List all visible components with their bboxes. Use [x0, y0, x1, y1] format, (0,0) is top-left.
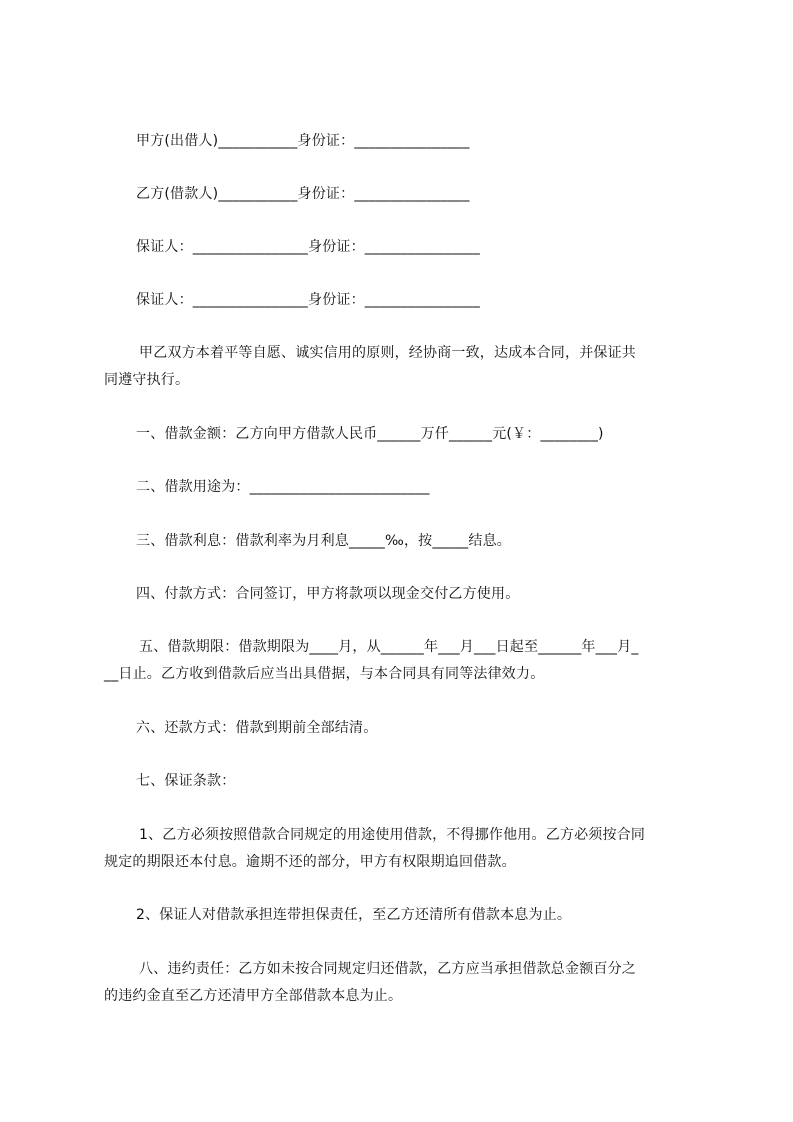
party-borrower-line: 乙方(借款人)___________身份证：________________: [136, 186, 470, 202]
clause-loan-purpose: 二、借款用途为：_________________________: [136, 479, 430, 495]
guarantee-item-2: 2、保证人对借款承担连带担保责任，至乙方还清所有借款本息为止。: [136, 907, 572, 923]
preamble-line-1: 甲乙双方本着平等自愿、诚实信用的原则，经协商一致，达成本合同，并保证共: [139, 345, 636, 361]
guarantee-item-1-line-2: 规定的期限还本付息。逾期不还的部分，甲方有权限期追回借款。: [104, 854, 516, 870]
clause-loan-amount: 一、借款金额：乙方向甲方借款人民币______万仟______元(￥：________): [136, 426, 604, 442]
guarantor-line-1: 保证人：________________身份证：________________: [136, 239, 480, 255]
clause-breach-line-2: 的违约金直至乙方还清甲方全部借款本息为止。: [104, 988, 403, 1004]
clause-term-line-1: 五、借款期限：借款期限为____月，从______年___月___日起至______年___月_: [139, 639, 639, 655]
clause-guarantee-title: 七、保证条款：: [136, 773, 236, 789]
clause-breach-line-1: 八、违约责任：乙方如未按合同规定归还借款，乙方应当承担借款总金额百分之: [139, 961, 636, 977]
clause-repayment: 六、还款方式：借款到期前全部结清。: [136, 720, 378, 736]
clause-term-line-2: __日止。乙方收到借款后应当出具借据，与本合同具有同等法律效力。: [104, 666, 545, 682]
clause-payment-method: 四、付款方式：合同签订，甲方将款项以现金交付乙方使用。: [136, 586, 520, 602]
clause-interest: 三、借款利息：借款利率为月利息_____‰，按_____结息。: [136, 533, 511, 549]
guarantee-item-1-line-1: 1、乙方必须按照借款合同规定的用途使用借款，不得挪作他用。乙方必须按合同: [139, 827, 646, 843]
party-lender-line: 甲方(出借人)___________身份证：________________: [136, 133, 470, 149]
preamble-line-2: 同遵守执行。: [104, 372, 190, 388]
guarantor-line-2: 保证人：________________身份证：________________: [136, 292, 480, 308]
